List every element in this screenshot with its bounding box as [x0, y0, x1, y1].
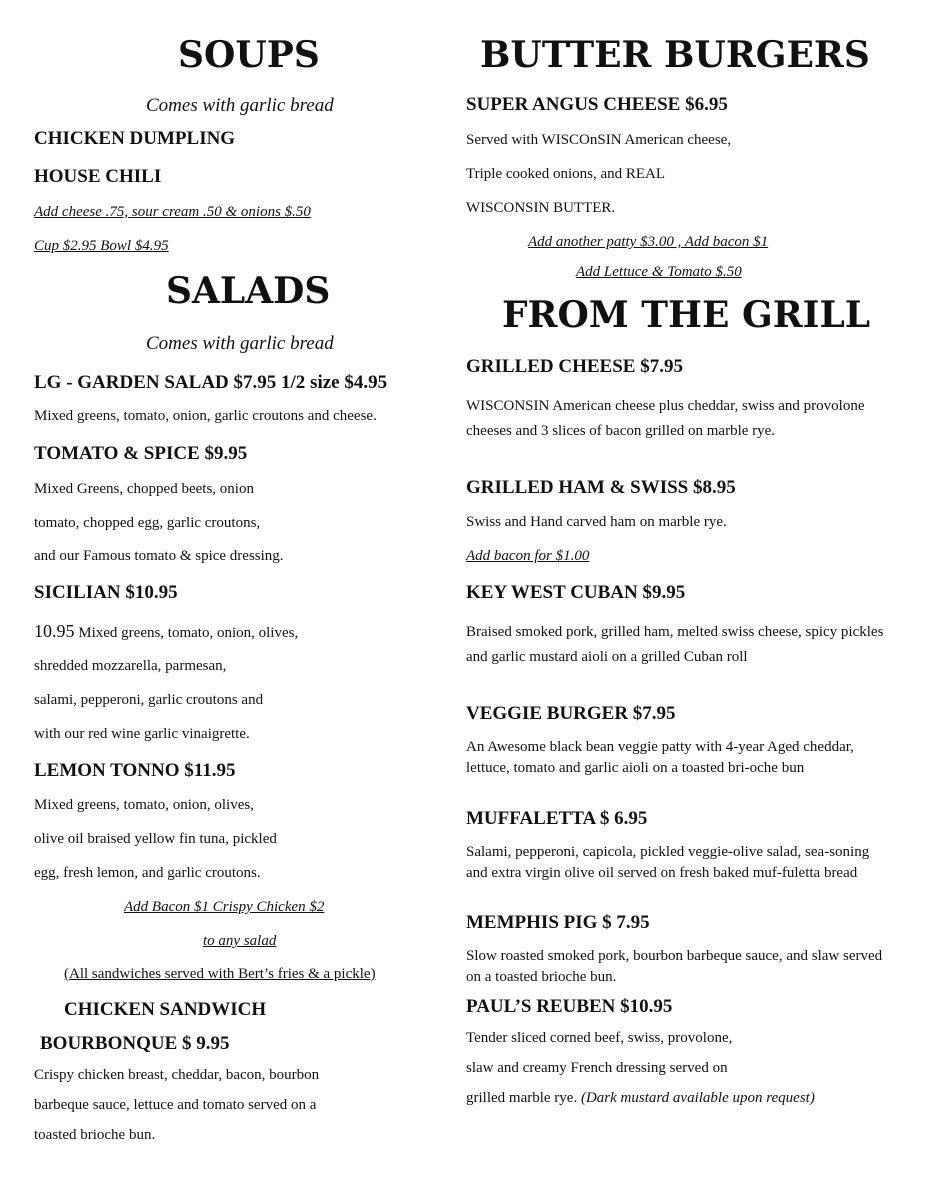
- reuben-title: PAUL’S REUBEN $10.95: [466, 996, 673, 1017]
- reuben-desc-text: grilled marble rye.: [466, 1090, 581, 1106]
- lemon-tonno-desc-line: Mixed greens, tomato, onion, olives,: [34, 797, 254, 813]
- chicken-sandwich-desc-line: toasted brioche bun.: [34, 1127, 156, 1143]
- sandwich-fries-note: (All sandwiches served with Bert’s fries & a pickle): [64, 966, 376, 982]
- reuben-desc-line: slaw and creamy French dressing served on: [466, 1060, 728, 1076]
- soup-item-chicken-dumpling: CHICKEN DUMPLING: [34, 128, 236, 149]
- ham-swiss-desc: Swiss and Hand carved ham on marble rye.: [466, 514, 727, 530]
- lemon-tonno-desc-line: egg, fresh lemon, and garlic croutons.: [34, 865, 261, 881]
- chicken-sandwich-title: CHICKEN SANDWICH: [64, 999, 267, 1020]
- sicilian-price-prefix: 10.95: [34, 621, 75, 641]
- ham-swiss-bacon-note: Add bacon for $1.00: [466, 548, 590, 564]
- lemon-tonno-title: LEMON TONNO $11.95: [34, 760, 236, 781]
- memphis-pig-title: MEMPHIS PIG $ 7.95: [466, 912, 650, 933]
- ham-swiss-title: GRILLED HAM & SWISS $8.95: [466, 477, 736, 498]
- salads-heading: SALADS: [166, 270, 331, 312]
- chicken-sandwich-desc-line: Crispy chicken breast, cheddar, bacon, bourbon: [34, 1067, 320, 1083]
- super-angus-desc-line: Served with WISCOnSIN American cheese,: [466, 132, 732, 148]
- sicilian-desc-rest: Mixed greens, tomato, onion, olives,: [74, 625, 299, 641]
- chicken-sandwich-desc-line: barbeque sauce, lettuce and tomato served on a: [34, 1097, 317, 1113]
- burger-addon-note-2: Add Lettuce & Tomato $.50: [576, 264, 742, 280]
- sicilian-desc-line: salami, pepperoni, garlic croutons and: [34, 692, 264, 708]
- muffaletta-title: MUFFALETTA $ 6.95: [466, 808, 648, 829]
- lemon-tonno-desc-line: olive oil braised yellow fin tuna, pickled: [34, 831, 277, 847]
- veggie-burger-title: VEGGIE BURGER $7.95: [466, 703, 676, 724]
- sicilian-desc-line: [34, 621, 298, 642]
- super-angus-desc-line: WISCONSIN BUTTER.: [466, 200, 616, 216]
- super-angus-desc-line: Triple cooked onions, and REAL: [466, 166, 666, 182]
- salads-subtitle: Comes with garlic bread: [146, 333, 334, 354]
- soup-item-house-chili: HOUSE CHILI: [34, 166, 162, 187]
- burger-addon-note: Add another patty $3.00 , Add bacon $1: [528, 234, 769, 250]
- reuben-mustard-note: (Dark mustard available upon request): [580, 1090, 815, 1106]
- tomato-spice-desc-line: Mixed Greens, chopped beets, onion: [34, 481, 254, 497]
- soups-price-note: Cup $2.95 Bowl $4.95: [34, 238, 169, 254]
- sicilian-title: SICILIAN $10.95: [34, 582, 178, 603]
- soups-subtitle: Comes with garlic bread: [146, 95, 334, 116]
- salad-addon-note: Add Bacon $1 Crispy Chicken $2: [124, 899, 325, 915]
- butter-burgers-heading: BUTTER BURGERS: [480, 34, 870, 76]
- muffaletta-desc: Salami, pepperoni, capicola, pickled veggie-olive salad, sea-soning and extra virgin olive oil served on fresh baked muf-fuletta bread: [466, 844, 870, 881]
- memphis-pig-desc: Slow roasted smoked pork, bourbon barbeque sauce, and slaw served on a toasted brioche bun.: [466, 948, 883, 985]
- veggie-burger-desc: An Awesome black bean veggie patty with 4-year Aged cheddar, lettuce, tomato and garlic aioli on a toasted bri-oche bun: [466, 739, 854, 776]
- tomato-spice-desc-line: and our Famous tomato & spice dressing.: [34, 548, 284, 564]
- grill-heading: FROM THE GRILL: [502, 294, 871, 336]
- soups-heading: SOUPS: [178, 34, 320, 76]
- sicilian-desc-line: with our red wine garlic vinaigrette.: [34, 726, 250, 742]
- grilled-cheese-desc: WISCONSIN American cheese plus cheddar, swiss and provolone cheeses and 3 slices of bacon grilled on marble rye.: [466, 398, 865, 439]
- tomato-spice-title: TOMATO & SPICE $9.95: [34, 443, 248, 464]
- cuban-desc: Braised smoked pork, grilled ham, melted swiss cheese, spicy pickles and garlic mustard aioli on a grilled Cuban roll: [466, 624, 884, 665]
- grilled-cheese-title: GRILLED CHEESE $7.95: [466, 356, 683, 377]
- super-angus-title: SUPER ANGUS CHEESE $6.95: [466, 94, 728, 115]
- garden-salad-desc: Mixed greens, tomato, onion, garlic croutons and cheese.: [34, 408, 377, 424]
- garden-salad-title: LG - GARDEN SALAD $7.95 1/2 size $4.95: [34, 372, 388, 393]
- reuben-desc-line: [466, 1090, 815, 1107]
- tomato-spice-desc-line: tomato, chopped egg, garlic croutons,: [34, 515, 261, 531]
- sicilian-desc-line: shredded mozzarella, parmesan,: [34, 658, 227, 674]
- chicken-sandwich-title-2: BOURBONQUE $ 9.95: [40, 1033, 230, 1054]
- cuban-title: KEY WEST CUBAN $9.95: [466, 582, 686, 603]
- reuben-desc-line: Tender sliced corned beef, swiss, provolone,: [466, 1030, 733, 1046]
- salad-addon-note-2: to any salad: [203, 933, 277, 949]
- soups-addon-note: Add cheese .75, sour cream .50 & onions $.50: [34, 204, 311, 220]
